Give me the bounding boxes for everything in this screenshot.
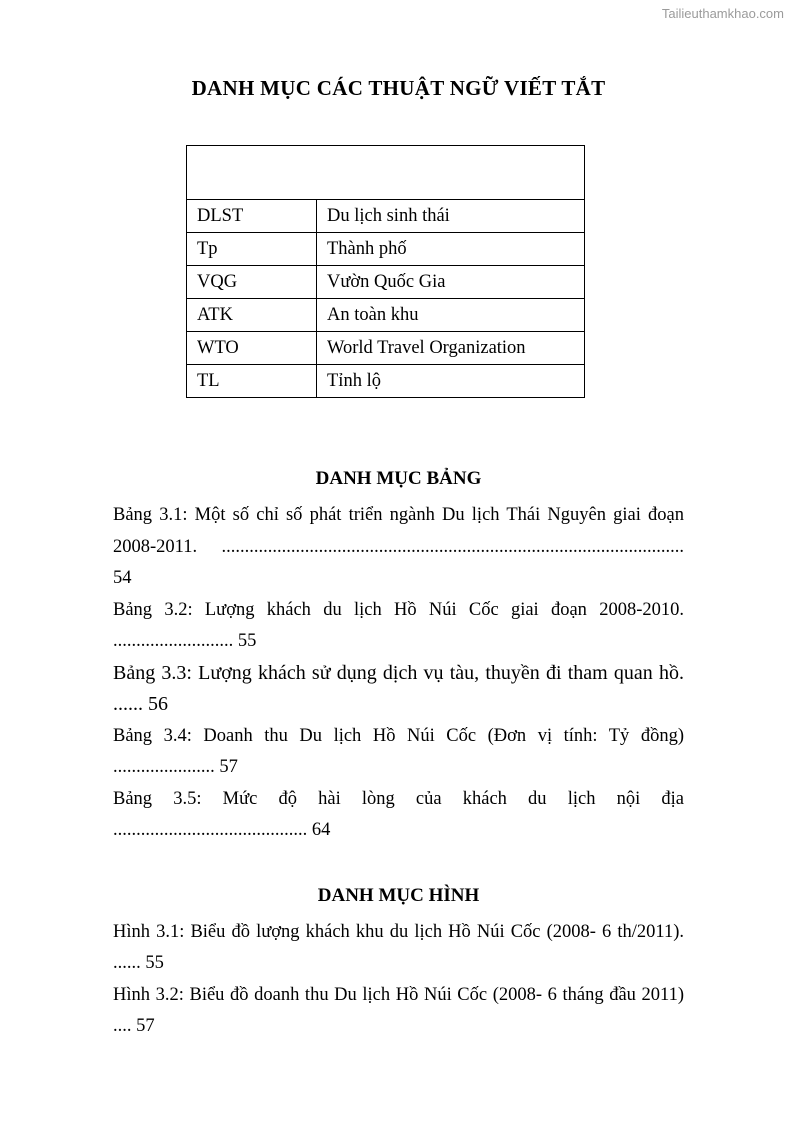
- abbreviation-table: [186, 145, 585, 398]
- toc-leader-dots: ....: [113, 1016, 132, 1036]
- toc-leader-dots: ....................................................................................................: [221, 536, 684, 557]
- meaning-cell: Thành phố: [317, 233, 585, 266]
- table-row: [187, 332, 585, 365]
- toc-page-number: 55: [233, 631, 257, 651]
- watermark: Tailieuthamkhao.com: [661, 6, 784, 21]
- toc-entry-label: Bảng 3.2: Lượng khách du lịch Hồ Núi Cốc giai đoạn 2008-2010.: [113, 599, 684, 620]
- toc-page-number: 57: [131, 1016, 155, 1036]
- tables-toc-list: [113, 500, 684, 847]
- toc-entry: [113, 784, 684, 847]
- abbr-cell: DLST: [187, 200, 317, 233]
- table-row: [187, 200, 585, 233]
- toc-entry-label: Bảng 3.1: Một số chỉ số phát triển ngành Du lịch Thái Nguyên giai đoạn 2008-2011.: [113, 505, 684, 557]
- toc-entry: [113, 980, 684, 1043]
- meaning-cell: An toàn khu: [317, 299, 585, 332]
- abbreviation-table-header-row: [187, 146, 585, 200]
- abbr-cell: TL: [187, 365, 317, 398]
- toc-entry: [113, 721, 684, 784]
- figures-section-heading: DANH MỤC HÌNH: [317, 884, 480, 906]
- toc-entry: [113, 595, 684, 658]
- toc-leader-dots: ..........................................: [113, 820, 308, 840]
- meaning-cell: Tỉnh lộ: [317, 365, 585, 398]
- toc-leader-dots: ......: [113, 693, 143, 715]
- tables-section-heading: DANH MỤC BẢNG: [315, 468, 482, 489]
- toc-entry: [113, 917, 684, 980]
- toc-page-number: 64: [307, 820, 331, 840]
- abbr-cell: Tp: [187, 233, 317, 266]
- abbreviation-table-header-cell: [187, 146, 585, 200]
- abbr-cell: WTO: [187, 332, 317, 365]
- toc-entry-label: Bảng 3.3: Lượng khách sử dụng dịch vụ tàu, thuyền đi tham quan hồ.: [113, 661, 684, 684]
- toc-entry: [113, 500, 684, 595]
- toc-leader-dots: ......: [113, 953, 141, 973]
- meaning-cell: Vườn Quốc Gia: [317, 266, 585, 299]
- abbr-cell: VQG: [187, 266, 317, 299]
- table-row: [187, 233, 585, 266]
- toc-entry-label: Hình 3.1: Biểu đồ lượng khách khu du lịch Hồ Núi Cốc (2008- 6 th/2011).: [113, 921, 684, 942]
- toc-entry-label: Hình 3.2: Biểu đồ doanh thu Du lịch Hồ Núi Cốc (2008- 6 tháng đầu 2011): [113, 984, 684, 1005]
- toc-leader-dots: ..........................: [113, 631, 234, 651]
- toc-entry: [113, 658, 684, 721]
- table-row: [187, 365, 585, 398]
- meaning-cell: World Travel Organization: [317, 332, 585, 365]
- toc-leader-dots: ......................: [113, 757, 215, 777]
- toc-page-number: 55: [140, 953, 164, 973]
- toc-entry-label: Bảng 3.5: Mức độ hài lòng của khách du lịch nội địa: [113, 788, 684, 809]
- figures-toc-list: [113, 917, 684, 1043]
- toc-page-number: 56: [143, 693, 168, 715]
- meaning-cell: Du lịch sinh thái: [317, 200, 585, 233]
- toc-page-number: 57: [214, 757, 238, 777]
- table-row: [187, 299, 585, 332]
- toc-entry-label: Bảng 3.4: Doanh thu Du lịch Hồ Núi Cốc (Đơn vị tính: Tỷ đồng): [113, 725, 684, 746]
- toc-page-number: 54: [113, 568, 132, 588]
- page-title: DANH MỤC CÁC THUẬT NGỮ VIẾT TẮT: [191, 76, 606, 100]
- table-row: [187, 266, 585, 299]
- abbr-cell: ATK: [187, 299, 317, 332]
